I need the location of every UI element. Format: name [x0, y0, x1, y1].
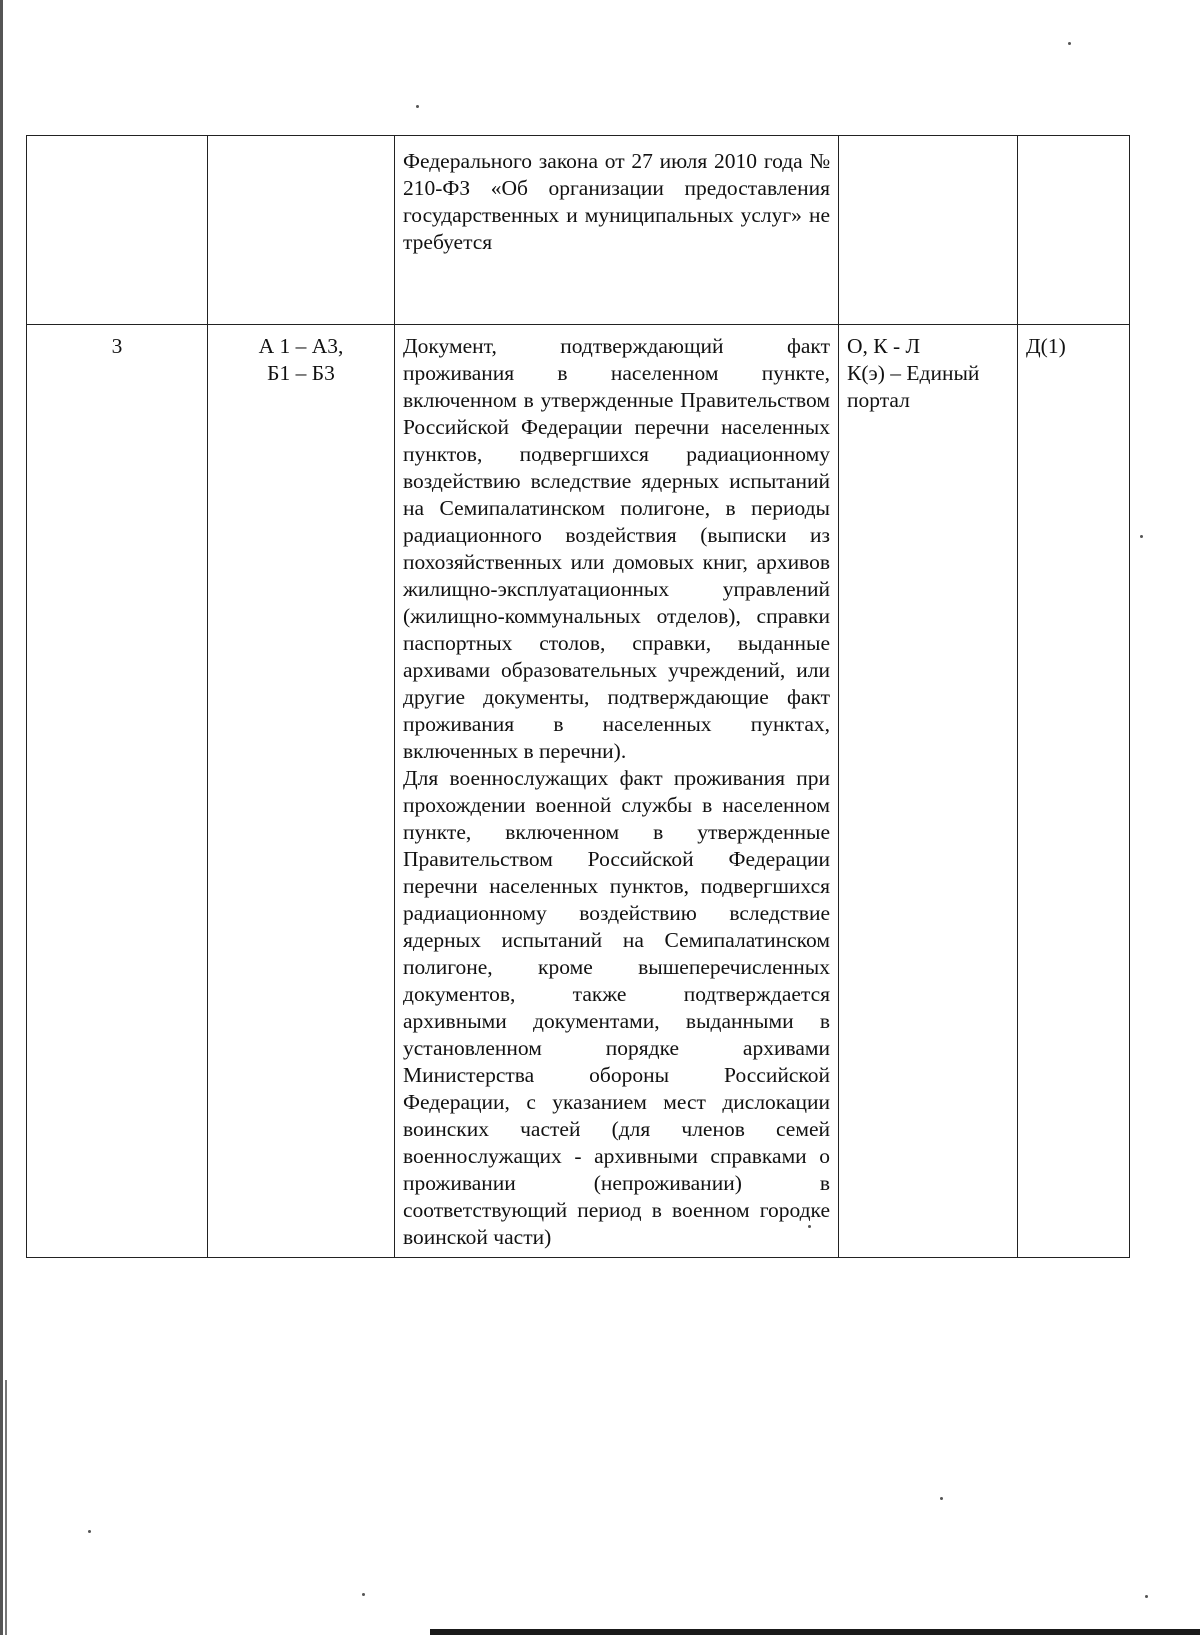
table-row-continuation [27, 136, 1130, 325]
scan-speck [416, 105, 419, 108]
scan-speck [1145, 1595, 1148, 1598]
document-paragraph: Документ, подтверждающий факт проживания в населенном пункте, включенном в утвержденные Правительством Российской Федерации перечни населенных пунктов, подвергшихся радиационному воздействию вследствие ядерных испытаний на Семипалатинском полигоне, в периоды радиационного воздействия (выписки из похозяйственных или домовых книг, архивов жилищно-эксплуатационных управлений (жилищно-коммунальных отделов), справки паспортных столов, справки, выданные архивами образовательных учреждений, или другие документы, подтверждающие факт проживания в населенных пунктах, включенных в перечни). [403, 334, 830, 763]
scan-left-edge [0, 0, 3, 1635]
form-line: К(э) – Единый портал [847, 361, 980, 412]
category-line: А 1 – А3, [258, 334, 344, 358]
scan-bottom-bar [430, 1629, 1200, 1635]
scan-left-edge-lower [5, 1380, 7, 1635]
scan-speck [362, 1593, 365, 1596]
cell-note [1018, 136, 1130, 325]
cell-number: 3 [27, 325, 208, 1258]
cell-category [208, 136, 395, 325]
table-row-3 [27, 325, 1130, 1258]
cell-category [208, 325, 395, 1258]
form-line: О, К - Л [847, 334, 921, 358]
cell-submission-form [839, 136, 1018, 325]
document-paragraph: Для военнослужащих факт проживания при прохождении военной службы в населенном пункте, включенном в утвержденные Правительством Российской Федерации перечни населенных пунктов, подвергшихся радиационному воздействию вследствие ядерных испытаний на Семипалатинском полигоне, кроме вышеперечисленных документов, также подтверждается архивными документами, выданными в установленном порядке архивами Министерства обороны Российской Федерации, с указанием мест дислокации воинских частей (для членов семей военнослужащих - архивными справками о проживании (непроживании) в соответствующий период в военном городке воинской части) [403, 766, 830, 1249]
scan-speck [940, 1497, 943, 1500]
cell-document-text [395, 325, 839, 1258]
cell-note: Д(1) [1018, 325, 1130, 1258]
category-line: Б1 – Б3 [267, 361, 335, 385]
cell-submission-form [839, 325, 1018, 1258]
scan-speck [1068, 42, 1071, 45]
cell-document-text: Федерального закона от 27 июля 2010 года № 210-ФЗ «Об организации предоставления государственных и муниципальных услуг» не требуется [395, 136, 839, 325]
documents-table [26, 135, 1130, 1258]
scan-speck [88, 1530, 91, 1533]
scan-speck [1140, 535, 1143, 538]
cell-number [27, 136, 208, 325]
